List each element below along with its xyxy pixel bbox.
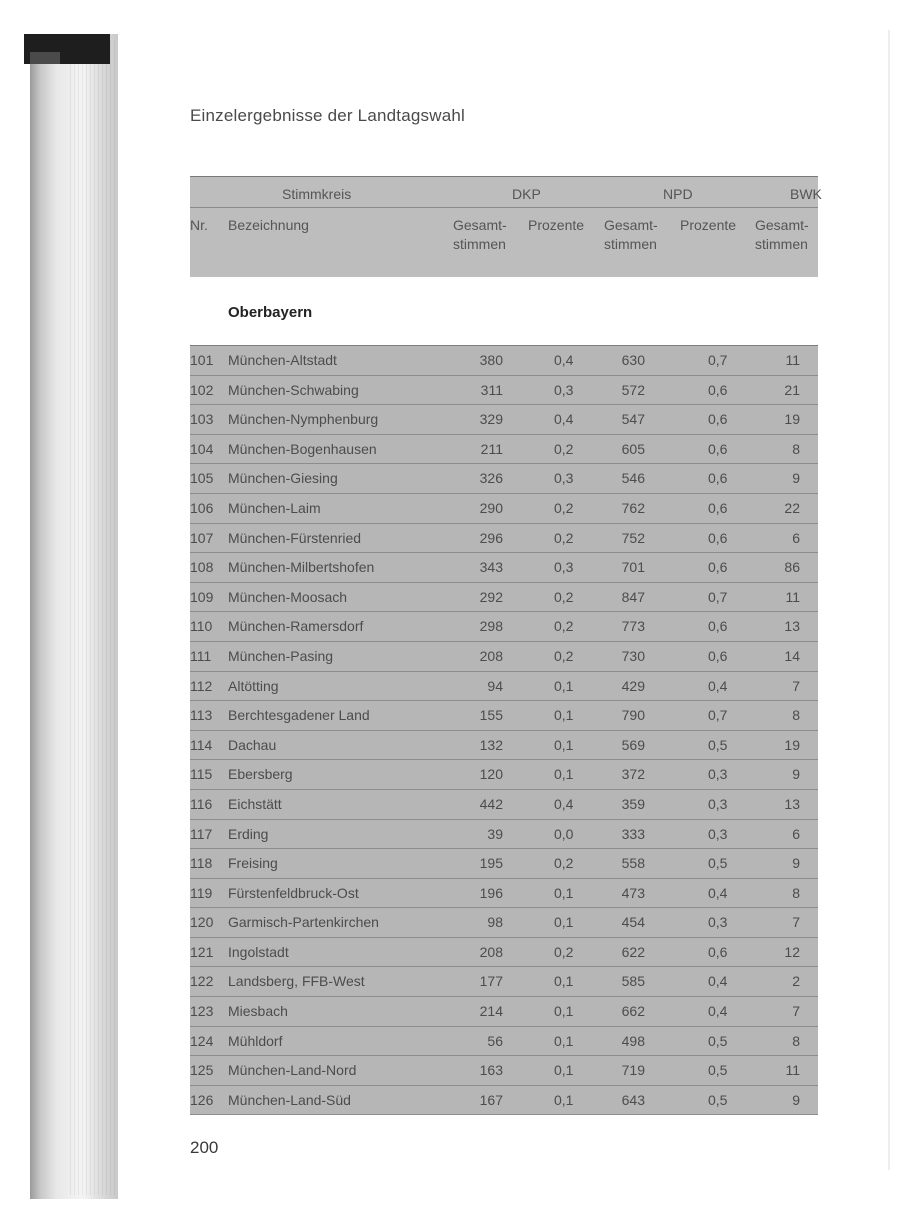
- cell-nr: 119: [190, 884, 213, 901]
- cell-nr: 105: [190, 470, 214, 487]
- cell-nr: 113: [190, 707, 213, 724]
- cell-npd-prozente: 0,4: [708, 973, 728, 990]
- region-section: [190, 277, 818, 345]
- cell-bwk-gesamtstimmen: 13: [784, 618, 800, 635]
- cell-nr: 111: [190, 647, 212, 664]
- cell-npd-gesamtstimmen: 730: [621, 647, 645, 664]
- cell-bezeichnung: München-Nymphenburg: [228, 411, 379, 428]
- table-row: [190, 760, 818, 790]
- table-header: [190, 176, 822, 277]
- cell-bezeichnung: Mühldorf: [228, 1032, 283, 1049]
- cell-dkp-gesamtstimmen: 98: [487, 914, 503, 931]
- cell-npd-gesamtstimmen: 662: [621, 1003, 645, 1020]
- cell-npd-gesamtstimmen: 585: [621, 973, 645, 990]
- table-row: [190, 405, 818, 435]
- cell-npd-prozente: 0,4: [708, 1003, 728, 1020]
- cell-bezeichnung: Landsberg, FFB-West: [228, 973, 365, 990]
- cell-bwk-gesamtstimmen: 9: [792, 470, 800, 487]
- header-npd-gesamt: [604, 216, 658, 254]
- cell-dkp-prozente: 0,1: [554, 677, 574, 694]
- cell-bwk-gesamtstimmen: 6: [792, 529, 800, 546]
- cell-npd-gesamtstimmen: 546: [621, 470, 645, 487]
- cell-dkp-gesamtstimmen: 208: [479, 647, 503, 664]
- table-row: [190, 1027, 818, 1057]
- header-dkp-prozente: Prozente: [528, 217, 585, 233]
- cell-dkp-prozente: 0,1: [554, 1062, 574, 1079]
- cell-npd-gesamtstimmen: 547: [621, 411, 645, 428]
- cell-dkp-gesamtstimmen: 195: [479, 855, 503, 872]
- cell-bwk-gesamtstimmen: 7: [792, 914, 800, 931]
- cell-nr: 120: [190, 914, 214, 931]
- cell-npd-prozente: 0,5: [708, 1091, 728, 1108]
- cell-nr: 118: [190, 855, 213, 872]
- cell-bezeichnung: Eichstätt: [228, 795, 282, 812]
- header-divider: [190, 207, 818, 208]
- cell-bezeichnung: München-Bogenhausen: [228, 440, 377, 457]
- cell-npd-gesamtstimmen: 773: [621, 618, 645, 635]
- cell-bwk-gesamtstimmen: 8: [792, 440, 800, 457]
- cell-npd-prozente: 0,6: [708, 618, 728, 635]
- cell-bwk-gesamtstimmen: 11: [785, 1062, 800, 1079]
- cell-bwk-gesamtstimmen: 14: [784, 647, 800, 664]
- cell-bezeichnung: Berchtesgadener Land: [228, 707, 370, 724]
- cell-npd-prozente: 0,5: [708, 736, 728, 753]
- cell-bezeichnung: München-Land-Süd: [228, 1091, 351, 1108]
- cell-nr: 102: [190, 381, 214, 398]
- cell-dkp-prozente: 0,2: [554, 588, 574, 605]
- cell-npd-gesamtstimmen: 572: [621, 381, 645, 398]
- cell-npd-gesamtstimmen: 790: [621, 707, 645, 724]
- table-row: [190, 967, 818, 997]
- table-row: [190, 524, 818, 554]
- table-row: [190, 879, 818, 909]
- cell-npd-prozente: 0,6: [708, 411, 728, 428]
- cell-nr: 104: [190, 440, 214, 457]
- cell-dkp-prozente: 0,3: [554, 559, 574, 576]
- cell-dkp-prozente: 0,2: [554, 529, 574, 546]
- cell-dkp-prozente: 0,1: [554, 973, 574, 990]
- cell-bwk-gesamtstimmen: 11: [785, 588, 800, 605]
- cell-dkp-prozente: 0,1: [554, 707, 574, 724]
- cell-nr: 126: [190, 1091, 214, 1108]
- header-bwk-gesamt: [755, 216, 809, 254]
- table-row: [190, 849, 818, 879]
- cell-dkp-prozente: 0,3: [554, 470, 574, 487]
- cell-dkp-gesamtstimmen: 442: [479, 795, 503, 812]
- cell-bwk-gesamtstimmen: 19: [784, 736, 800, 753]
- cell-bezeichnung: Altötting: [228, 677, 279, 694]
- cell-bwk-gesamtstimmen: 8: [792, 884, 800, 901]
- table-body: [190, 345, 818, 1115]
- cell-dkp-gesamtstimmen: 177: [479, 973, 503, 990]
- cell-bwk-gesamtstimmen: 9: [792, 1091, 800, 1108]
- cell-npd-prozente: 0,7: [708, 352, 728, 368]
- header-dkp-gesamt-line1: Gesamt-: [453, 217, 507, 233]
- cell-bwk-gesamtstimmen: 11: [785, 352, 800, 368]
- header-dkp-gesamt-line2: stimmen: [453, 236, 506, 252]
- cell-nr: 116: [190, 795, 213, 812]
- cell-bezeichnung: München-Schwabing: [228, 381, 359, 398]
- cell-dkp-gesamtstimmen: 292: [479, 588, 503, 605]
- cell-bezeichnung: München-Milbertshofen: [228, 559, 375, 576]
- cell-nr: 124: [190, 1032, 214, 1049]
- cell-bwk-gesamtstimmen: 12: [784, 943, 800, 960]
- header-bwk-gesamt-line1: Gesamt-: [755, 217, 809, 233]
- table-row: [190, 376, 818, 406]
- cell-npd-gesamtstimmen: 454: [621, 914, 645, 931]
- cell-dkp-prozente: 0,4: [554, 795, 574, 812]
- header-stimmkreis: Stimmkreis: [282, 186, 352, 202]
- cell-dkp-gesamtstimmen: 343: [479, 559, 503, 576]
- table-row: [190, 908, 818, 938]
- cell-bwk-gesamtstimmen: 19: [784, 411, 800, 428]
- cell-bezeichnung: München-Giesing: [228, 470, 338, 487]
- cell-dkp-prozente: 0,1: [554, 914, 574, 931]
- cell-bwk-gesamtstimmen: 9: [792, 855, 800, 872]
- cell-npd-prozente: 0,6: [708, 470, 728, 487]
- cell-npd-prozente: 0,3: [708, 825, 728, 842]
- header-nr: Nr.: [190, 217, 208, 233]
- cell-nr: 103: [190, 411, 214, 428]
- table-row: [190, 583, 818, 613]
- cell-dkp-prozente: 0,2: [554, 440, 574, 457]
- header-dkp: DKP: [512, 186, 541, 202]
- cell-dkp-gesamtstimmen: 132: [479, 736, 503, 753]
- cell-npd-gesamtstimmen: 762: [621, 499, 645, 516]
- cell-bezeichnung: Fürstenfeldbruck-Ost: [228, 884, 359, 901]
- cell-bwk-gesamtstimmen: 13: [784, 795, 800, 812]
- cell-dkp-gesamtstimmen: 380: [479, 352, 503, 368]
- cell-npd-gesamtstimmen: 569: [621, 736, 645, 753]
- cell-npd-prozente: 0,3: [708, 766, 728, 783]
- cell-bezeichnung: München-Land-Nord: [228, 1062, 357, 1079]
- table-row: [190, 731, 818, 761]
- table-row: [190, 820, 818, 850]
- cell-bezeichnung: Ebersberg: [228, 766, 293, 783]
- cell-npd-prozente: 0,7: [708, 588, 728, 605]
- cell-nr: 125: [190, 1062, 214, 1079]
- cell-npd-prozente: 0,5: [708, 1032, 728, 1049]
- cell-bezeichnung: Miesbach: [228, 1003, 288, 1020]
- cell-npd-gesamtstimmen: 605: [621, 440, 645, 457]
- cell-nr: 109: [190, 588, 214, 605]
- cell-npd-prozente: 0,7: [708, 707, 728, 724]
- cell-dkp-gesamtstimmen: 208: [479, 943, 503, 960]
- cell-npd-prozente: 0,6: [708, 529, 728, 546]
- cell-npd-prozente: 0,5: [708, 855, 728, 872]
- table-row: [190, 553, 818, 583]
- cell-npd-prozente: 0,6: [708, 647, 728, 664]
- cell-dkp-prozente: 0,2: [554, 943, 574, 960]
- cell-npd-gesamtstimmen: 429: [621, 677, 645, 694]
- cell-npd-gesamtstimmen: 498: [621, 1032, 645, 1049]
- cell-dkp-gesamtstimmen: 163: [479, 1062, 503, 1079]
- cell-bezeichnung: Garmisch-Partenkirchen: [228, 914, 379, 931]
- cell-npd-prozente: 0,6: [708, 440, 728, 457]
- cell-nr: 117: [190, 825, 213, 842]
- cell-bezeichnung: München-Fürstenried: [228, 529, 362, 546]
- cell-npd-gesamtstimmen: 847: [621, 588, 645, 605]
- cell-npd-gesamtstimmen: 558: [621, 855, 645, 872]
- cell-bwk-gesamtstimmen: 8: [792, 1032, 800, 1049]
- table-row: [190, 1056, 818, 1086]
- cell-nr: 115: [190, 766, 213, 783]
- cell-bezeichnung: Erding: [228, 825, 269, 842]
- cell-bwk-gesamtstimmen: 21: [784, 381, 800, 398]
- cell-bwk-gesamtstimmen: 8: [792, 707, 800, 724]
- cell-dkp-prozente: 0,1: [554, 1091, 574, 1108]
- page-right-edge: [888, 30, 890, 1170]
- cell-npd-gesamtstimmen: 372: [621, 766, 645, 783]
- cell-dkp-prozente: 0,4: [554, 411, 574, 428]
- cell-npd-prozente: 0,5: [708, 1062, 728, 1079]
- cell-dkp-prozente: 0,1: [554, 766, 574, 783]
- cell-nr: 101: [190, 352, 214, 368]
- cell-dkp-gesamtstimmen: 329: [479, 411, 503, 428]
- cell-dkp-gesamtstimmen: 211: [480, 440, 503, 457]
- cell-bezeichnung: Freising: [228, 855, 278, 872]
- cell-dkp-gesamtstimmen: 56: [487, 1032, 503, 1049]
- table-row: [190, 997, 818, 1027]
- cell-npd-prozente: 0,3: [708, 914, 728, 931]
- cell-dkp-gesamtstimmen: 120: [479, 766, 503, 783]
- table-row: [190, 701, 818, 731]
- results-table: [190, 176, 822, 1115]
- region-title: Oberbayern: [228, 304, 313, 321]
- header-npd: NPD: [663, 186, 693, 202]
- cell-dkp-prozente: 0,1: [554, 1032, 574, 1049]
- cell-npd-gesamtstimmen: 359: [621, 795, 645, 812]
- cell-bezeichnung: München-Ramersdorf: [228, 618, 364, 635]
- cell-dkp-gesamtstimmen: 167: [479, 1091, 503, 1108]
- cell-dkp-gesamtstimmen: 214: [479, 1003, 503, 1020]
- cell-bezeichnung: Ingolstadt: [228, 943, 289, 960]
- cell-nr: 122: [190, 973, 214, 990]
- cell-npd-gesamtstimmen: 752: [621, 529, 645, 546]
- cell-dkp-prozente: 0,2: [554, 855, 574, 872]
- cell-dkp-prozente: 0,1: [554, 1003, 574, 1020]
- cell-bwk-gesamtstimmen: 86: [784, 559, 800, 576]
- cell-npd-prozente: 0,4: [708, 677, 728, 694]
- cell-npd-gesamtstimmen: 333: [621, 825, 645, 842]
- header-bwk-gesamt-line2: stimmen: [755, 236, 808, 252]
- cell-npd-prozente: 0,6: [708, 559, 728, 576]
- cell-dkp-gesamtstimmen: 155: [479, 707, 503, 724]
- cell-bwk-gesamtstimmen: 9: [792, 766, 800, 783]
- page-number: 200: [190, 1138, 219, 1157]
- cell-bwk-gesamtstimmen: 7: [792, 1003, 800, 1020]
- cell-nr: 123: [190, 1003, 214, 1020]
- header-npd-prozente: Prozente: [680, 217, 737, 233]
- book-page-stack: [70, 40, 116, 1195]
- header-npd-gesamt-line2: stimmen: [604, 236, 657, 252]
- table-row: [190, 494, 818, 524]
- table-row: [190, 435, 818, 465]
- cell-bwk-gesamtstimmen: 7: [792, 677, 800, 694]
- cell-dkp-prozente: 0,1: [554, 884, 574, 901]
- cell-dkp-gesamtstimmen: 311: [480, 381, 503, 398]
- cell-dkp-prozente: 0,3: [554, 381, 574, 398]
- cell-npd-gesamtstimmen: 622: [621, 943, 645, 960]
- table-row: [190, 346, 818, 376]
- cell-nr: 108: [190, 559, 214, 576]
- cell-dkp-gesamtstimmen: 298: [479, 618, 503, 635]
- cell-dkp-gesamtstimmen: 39: [487, 825, 503, 842]
- header-bwk: BWK: [790, 186, 822, 202]
- cell-nr: 114: [190, 736, 213, 753]
- cell-npd-prozente: 0,3: [708, 795, 728, 812]
- cell-bezeichnung: München-Laim: [228, 499, 321, 516]
- cell-dkp-gesamtstimmen: 296: [479, 529, 503, 546]
- cell-npd-prozente: 0,4: [708, 884, 728, 901]
- cell-bwk-gesamtstimmen: 22: [784, 499, 800, 516]
- page-title: Einzelergebnisse der Landtagswahl: [190, 106, 465, 125]
- table-row: [190, 464, 818, 494]
- cell-nr: 107: [190, 529, 214, 546]
- book-cover-corner-highlight: [30, 52, 60, 64]
- table-row: [190, 672, 818, 702]
- cell-bwk-gesamtstimmen: 6: [792, 825, 800, 842]
- table-row: [190, 1086, 818, 1116]
- header-bezeichnung: Bezeichnung: [228, 217, 309, 233]
- cell-npd-prozente: 0,6: [708, 943, 728, 960]
- cell-bwk-gesamtstimmen: 2: [792, 973, 800, 990]
- cell-bezeichnung: Dachau: [228, 736, 277, 753]
- table-row: [190, 612, 818, 642]
- cell-nr: 110: [190, 618, 213, 635]
- cell-nr: 121: [190, 943, 214, 960]
- cell-npd-prozente: 0,6: [708, 381, 728, 398]
- cell-npd-gesamtstimmen: 643: [621, 1091, 645, 1108]
- table-row: [190, 790, 818, 820]
- cell-npd-gesamtstimmen: 701: [621, 559, 645, 576]
- cell-dkp-prozente: 0,2: [554, 647, 574, 664]
- cell-npd-gesamtstimmen: 630: [621, 352, 645, 368]
- cell-bezeichnung: München-Moosach: [228, 588, 348, 605]
- header-npd-gesamt-line1: Gesamt-: [604, 217, 658, 233]
- cell-dkp-prozente: 0,1: [554, 736, 574, 753]
- cell-dkp-prozente: 0,2: [554, 618, 574, 635]
- cell-bezeichnung: München-Altstadt: [228, 352, 337, 368]
- cell-dkp-prozente: 0,2: [554, 499, 574, 516]
- cell-dkp-prozente: 0,4: [554, 352, 574, 368]
- cell-nr: 112: [190, 677, 213, 694]
- cell-npd-prozente: 0,6: [708, 499, 728, 516]
- header-dkp-gesamt: [453, 216, 507, 254]
- table-row: [190, 938, 818, 968]
- table-row: [190, 642, 818, 672]
- cell-dkp-gesamtstimmen: 196: [479, 884, 503, 901]
- cell-dkp-prozente: 0,0: [554, 825, 574, 842]
- cell-bezeichnung: München-Pasing: [228, 647, 334, 664]
- cell-dkp-gesamtstimmen: 326: [479, 470, 503, 487]
- cell-dkp-gesamtstimmen: 94: [487, 677, 503, 694]
- cell-dkp-gesamtstimmen: 290: [479, 499, 503, 516]
- cell-npd-gesamtstimmen: 719: [621, 1062, 645, 1079]
- cell-nr: 106: [190, 499, 214, 516]
- cell-npd-gesamtstimmen: 473: [621, 884, 645, 901]
